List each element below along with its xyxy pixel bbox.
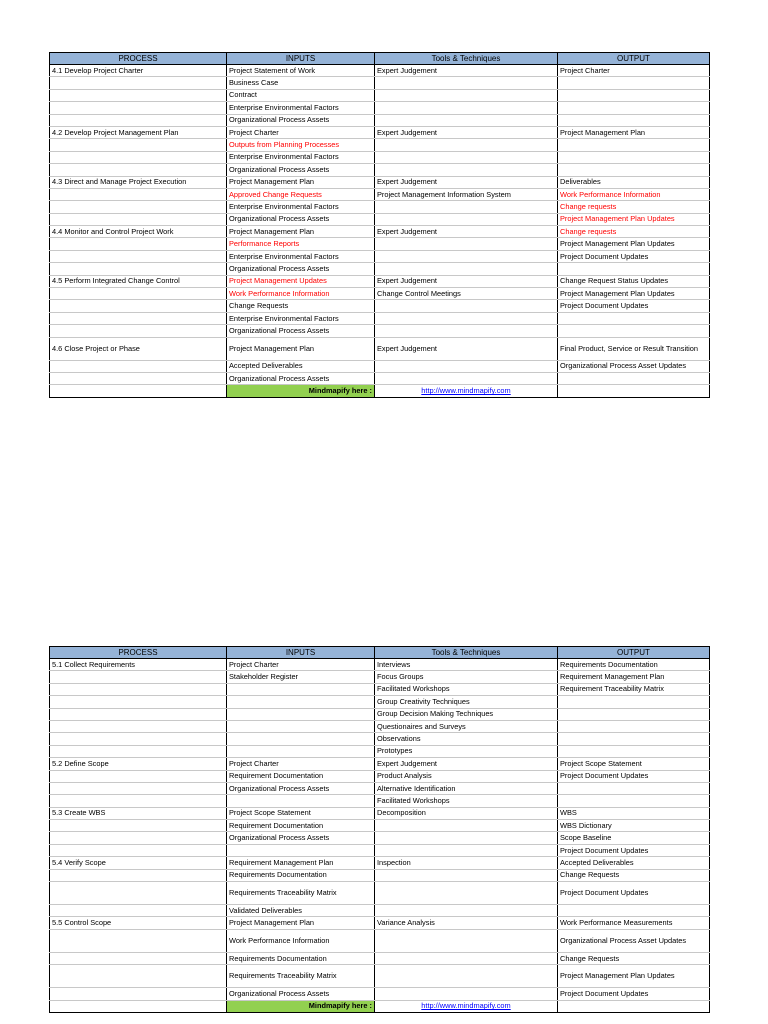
table-row xyxy=(50,917,710,929)
tool-cell: Expert Judgement xyxy=(375,226,558,238)
process-cell xyxy=(50,988,227,1000)
table-row xyxy=(50,708,710,720)
process-cell xyxy=(50,139,227,151)
process-cell xyxy=(50,325,227,337)
mindmap-row xyxy=(50,1000,710,1012)
tool-cell: Expert Judgement xyxy=(375,176,558,188)
input-cell: Accepted Deliverables xyxy=(227,360,375,372)
output-cell: Organizational Process Asset Updates xyxy=(558,929,710,952)
table-row xyxy=(50,275,710,287)
input-cell: Project Management Plan xyxy=(227,176,375,188)
output-cell xyxy=(558,733,710,745)
blank-cell xyxy=(50,1000,227,1012)
table-row xyxy=(50,201,710,213)
process-cell xyxy=(50,312,227,324)
process-cell xyxy=(50,770,227,782)
process-cell xyxy=(50,671,227,683)
tool-cell: Expert Judgement xyxy=(375,65,558,77)
output-cell: Change requests xyxy=(558,226,710,238)
table-row xyxy=(50,882,710,905)
table-row xyxy=(50,929,710,952)
input-cell xyxy=(227,795,375,807)
output-cell: Project Document Updates xyxy=(558,988,710,1000)
table-row xyxy=(50,696,710,708)
output-cell: WBS xyxy=(558,807,710,819)
process-table-scope xyxy=(49,646,710,1013)
input-cell: Work Performance Information xyxy=(227,929,375,952)
output-cell: Organizational Process Asset Updates xyxy=(558,360,710,372)
process-cell xyxy=(50,238,227,250)
tool-cell xyxy=(375,102,558,114)
output-cell xyxy=(558,782,710,794)
table-row xyxy=(50,164,710,176)
tool-cell: Inspection xyxy=(375,857,558,869)
output-cell: Project Management Plan Updates xyxy=(558,965,710,988)
input-cell: Validated Deliverables xyxy=(227,905,375,917)
input-cell: Project Charter xyxy=(227,758,375,770)
input-cell: Project Management Plan xyxy=(227,917,375,929)
table-row xyxy=(50,250,710,262)
blank-cell xyxy=(558,1000,710,1012)
process-cell xyxy=(50,102,227,114)
input-cell: Business Case xyxy=(227,77,375,89)
input-cell xyxy=(227,844,375,856)
table-row xyxy=(50,151,710,163)
table-row xyxy=(50,288,710,300)
output-cell xyxy=(558,720,710,732)
process-cell xyxy=(50,372,227,384)
process-cell xyxy=(50,832,227,844)
output-cell xyxy=(558,139,710,151)
input-cell: Enterprise Environmental Factors xyxy=(227,312,375,324)
header-inputs: INPUTS xyxy=(227,53,375,65)
tool-cell xyxy=(375,151,558,163)
input-cell: Organizational Process Assets xyxy=(227,988,375,1000)
output-cell xyxy=(558,905,710,917)
output-cell: Project Document Updates xyxy=(558,844,710,856)
output-cell: Project Document Updates xyxy=(558,250,710,262)
process-cell xyxy=(50,250,227,262)
header-output: OUTPUT xyxy=(558,53,710,65)
table-row xyxy=(50,965,710,988)
input-cell: Approved Change Requests xyxy=(227,188,375,200)
input-cell: Organizational Process Assets xyxy=(227,263,375,275)
tool-cell: Group Creativity Techniques xyxy=(375,696,558,708)
process-cell: 4.4 Monitor and Control Project Work xyxy=(50,226,227,238)
input-cell: Work Performance Information xyxy=(227,288,375,300)
output-cell: Scope Baseline xyxy=(558,832,710,844)
blank-cell xyxy=(50,385,227,397)
output-cell xyxy=(558,708,710,720)
mindmap-label: Mindmapify here : xyxy=(227,1000,375,1012)
mindmap-link[interactable]: http://www.mindmapify.com xyxy=(421,386,511,396)
process-cell: 4.2 Develop Project Management Plan xyxy=(50,126,227,138)
input-cell: Organizational Process Assets xyxy=(227,372,375,384)
process-cell xyxy=(50,965,227,988)
table-row xyxy=(50,733,710,745)
tool-cell xyxy=(375,988,558,1000)
output-cell: Deliverables xyxy=(558,176,710,188)
process-table-integration xyxy=(49,52,710,398)
input-cell xyxy=(227,745,375,757)
tool-cell xyxy=(375,238,558,250)
table-row xyxy=(50,188,710,200)
tool-cell: Expert Judgement xyxy=(375,275,558,287)
output-cell: Project Management Plan xyxy=(558,126,710,138)
tool-cell xyxy=(375,213,558,225)
output-cell: Accepted Deliverables xyxy=(558,857,710,869)
table-row xyxy=(50,89,710,101)
process-cell xyxy=(50,952,227,964)
output-cell: Project Management Plan Updates xyxy=(558,238,710,250)
output-cell xyxy=(558,102,710,114)
process-cell xyxy=(50,201,227,213)
process-cell: 4.3 Direct and Manage Project Execution xyxy=(50,176,227,188)
table-row xyxy=(50,869,710,881)
output-cell: Requirement Management Plan xyxy=(558,671,710,683)
input-cell: Enterprise Environmental Factors xyxy=(227,151,375,163)
table-body xyxy=(50,65,710,385)
header-row xyxy=(50,647,710,659)
table-row xyxy=(50,782,710,794)
output-cell: Change Requests xyxy=(558,869,710,881)
tool-cell xyxy=(375,312,558,324)
mindmap-link-cell[interactable] xyxy=(375,1000,558,1012)
input-cell: Project Management Updates xyxy=(227,275,375,287)
process-cell xyxy=(50,869,227,881)
process-cell xyxy=(50,89,227,101)
output-cell xyxy=(558,312,710,324)
output-cell: Project Charter xyxy=(558,65,710,77)
input-cell: Change Requests xyxy=(227,300,375,312)
output-cell: Requirements Documentation xyxy=(558,659,710,671)
tool-cell: Interviews xyxy=(375,659,558,671)
table-row xyxy=(50,745,710,757)
output-cell xyxy=(558,795,710,807)
input-cell xyxy=(227,683,375,695)
input-cell xyxy=(227,720,375,732)
input-cell: Requirement Documentation xyxy=(227,770,375,782)
table-row xyxy=(50,671,710,683)
input-cell: Requirements Traceability Matrix xyxy=(227,965,375,988)
input-cell: Requirements Traceability Matrix xyxy=(227,882,375,905)
input-cell: Project Charter xyxy=(227,659,375,671)
output-cell: Project Scope Statement xyxy=(558,758,710,770)
tool-cell xyxy=(375,77,558,89)
tool-cell xyxy=(375,263,558,275)
input-cell: Organizational Process Assets xyxy=(227,832,375,844)
blank-cell xyxy=(558,385,710,397)
output-cell xyxy=(558,77,710,89)
output-cell: Requirement Traceability Matrix xyxy=(558,683,710,695)
table-row xyxy=(50,659,710,671)
tool-cell xyxy=(375,114,558,126)
output-cell: Project Document Updates xyxy=(558,300,710,312)
input-cell: Outputs from Planning Processes xyxy=(227,139,375,151)
tool-cell xyxy=(375,300,558,312)
mindmap-link-cell[interactable] xyxy=(375,385,558,397)
tool-cell xyxy=(375,372,558,384)
input-cell: Requirement Management Plan xyxy=(227,857,375,869)
output-cell xyxy=(558,151,710,163)
process-cell xyxy=(50,708,227,720)
tool-cell xyxy=(375,360,558,372)
input-cell: Organizational Process Assets xyxy=(227,213,375,225)
tool-cell xyxy=(375,201,558,213)
input-cell: Organizational Process Assets xyxy=(227,782,375,794)
process-cell xyxy=(50,288,227,300)
input-cell: Organizational Process Assets xyxy=(227,325,375,337)
process-cell xyxy=(50,263,227,275)
tool-cell xyxy=(375,820,558,832)
output-cell: Project Document Updates xyxy=(558,770,710,782)
tool-cell xyxy=(375,952,558,964)
process-cell: 5.3 Create WBS xyxy=(50,807,227,819)
tool-cell xyxy=(375,89,558,101)
table-row xyxy=(50,102,710,114)
table-row xyxy=(50,952,710,964)
tool-cell xyxy=(375,882,558,905)
input-cell: Organizational Process Assets xyxy=(227,114,375,126)
process-cell xyxy=(50,213,227,225)
input-cell: Organizational Process Assets xyxy=(227,164,375,176)
table-row xyxy=(50,300,710,312)
table-row xyxy=(50,114,710,126)
process-cell xyxy=(50,882,227,905)
tool-cell: Group Decision Making Techniques xyxy=(375,708,558,720)
header-tools: Tools & Techniques xyxy=(375,647,558,659)
table-row xyxy=(50,807,710,819)
process-cell xyxy=(50,683,227,695)
tool-cell xyxy=(375,832,558,844)
process-cell: 4.1 Develop Project Charter xyxy=(50,65,227,77)
input-cell xyxy=(227,708,375,720)
table-row xyxy=(50,65,710,77)
table-row xyxy=(50,770,710,782)
input-cell: Requirements Documentation xyxy=(227,869,375,881)
input-cell: Performance Reports xyxy=(227,238,375,250)
process-cell: 4.6 Close Project or Phase xyxy=(50,337,227,360)
tool-cell: Prototypes xyxy=(375,745,558,757)
tool-cell: Expert Judgement xyxy=(375,758,558,770)
process-cell xyxy=(50,782,227,794)
mindmap-label: Mindmapify here : xyxy=(227,385,375,397)
output-cell xyxy=(558,89,710,101)
process-cell xyxy=(50,795,227,807)
output-cell xyxy=(558,325,710,337)
table-row xyxy=(50,905,710,917)
output-cell: Project Document Updates xyxy=(558,882,710,905)
input-cell: Contract xyxy=(227,89,375,101)
input-cell: Enterprise Environmental Factors xyxy=(227,102,375,114)
table-row xyxy=(50,683,710,695)
tool-cell xyxy=(375,844,558,856)
table-row xyxy=(50,325,710,337)
table-row xyxy=(50,176,710,188)
mindmap-row xyxy=(50,385,710,397)
tool-cell: Project Management Information System xyxy=(375,188,558,200)
input-cell: Project Charter xyxy=(227,126,375,138)
table-row xyxy=(50,372,710,384)
tool-cell: Expert Judgement xyxy=(375,126,558,138)
process-cell xyxy=(50,733,227,745)
process-cell xyxy=(50,188,227,200)
output-cell xyxy=(558,263,710,275)
table-body xyxy=(50,659,710,1001)
output-cell xyxy=(558,372,710,384)
header-output: OUTPUT xyxy=(558,647,710,659)
process-cell xyxy=(50,77,227,89)
input-cell xyxy=(227,733,375,745)
table-row xyxy=(50,126,710,138)
output-cell xyxy=(558,164,710,176)
output-cell: Change Requests xyxy=(558,952,710,964)
tool-cell xyxy=(375,325,558,337)
output-cell: WBS Dictionary xyxy=(558,820,710,832)
process-cell xyxy=(50,151,227,163)
table-row xyxy=(50,139,710,151)
tool-cell xyxy=(375,869,558,881)
process-cell xyxy=(50,745,227,757)
tool-cell xyxy=(375,965,558,988)
process-cell xyxy=(50,114,227,126)
output-cell: Project Management Plan Updates xyxy=(558,213,710,225)
table-row xyxy=(50,226,710,238)
process-cell: 5.4 Verify Scope xyxy=(50,857,227,869)
process-cell: 5.2 Define Scope xyxy=(50,758,227,770)
table-row xyxy=(50,213,710,225)
process-cell xyxy=(50,720,227,732)
process-cell: 4.5 Perform Integrated Change Control xyxy=(50,275,227,287)
tool-cell: Decomposition xyxy=(375,807,558,819)
process-cell xyxy=(50,820,227,832)
table-row xyxy=(50,857,710,869)
process-cell xyxy=(50,360,227,372)
header-tools: Tools & Techniques xyxy=(375,53,558,65)
table-row xyxy=(50,263,710,275)
header-process: PROCESS xyxy=(50,647,227,659)
output-cell: Final Product, Service or Result Transition xyxy=(558,337,710,360)
input-cell: Project Management Plan xyxy=(227,226,375,238)
table-row xyxy=(50,844,710,856)
output-cell: Change requests xyxy=(558,201,710,213)
process-cell xyxy=(50,905,227,917)
process-cell xyxy=(50,696,227,708)
input-cell: Enterprise Environmental Factors xyxy=(227,201,375,213)
mindmap-link[interactable]: http://www.mindmapify.com xyxy=(421,1001,511,1011)
input-cell xyxy=(227,696,375,708)
output-cell: Work Performance Information xyxy=(558,188,710,200)
tool-cell xyxy=(375,250,558,262)
header-row xyxy=(50,53,710,65)
tool-cell xyxy=(375,929,558,952)
input-cell: Requirement Documentation xyxy=(227,820,375,832)
tool-cell: Focus Groups xyxy=(375,671,558,683)
input-cell: Project Statement of Work xyxy=(227,65,375,77)
input-cell: Project Scope Statement xyxy=(227,807,375,819)
tool-cell: Variance Analysis xyxy=(375,917,558,929)
table-row xyxy=(50,312,710,324)
tool-cell: Alternative Identification xyxy=(375,782,558,794)
tool-cell xyxy=(375,164,558,176)
table-row xyxy=(50,795,710,807)
table-row xyxy=(50,238,710,250)
input-cell: Enterprise Environmental Factors xyxy=(227,250,375,262)
table-row xyxy=(50,832,710,844)
header-inputs: INPUTS xyxy=(227,647,375,659)
output-cell: Project Management Plan Updates xyxy=(558,288,710,300)
process-cell: 5.5 Control Scope xyxy=(50,917,227,929)
table-row xyxy=(50,77,710,89)
tool-cell xyxy=(375,139,558,151)
table-row xyxy=(50,337,710,360)
output-cell xyxy=(558,745,710,757)
process-cell: 5.1 Collect Requirements xyxy=(50,659,227,671)
table-row xyxy=(50,720,710,732)
output-cell: Change Request Status Updates xyxy=(558,275,710,287)
tool-cell: Facilitated Workshops xyxy=(375,795,558,807)
input-cell: Stakeholder Register xyxy=(227,671,375,683)
process-cell xyxy=(50,929,227,952)
table-row xyxy=(50,820,710,832)
tool-cell: Expert Judgement xyxy=(375,337,558,360)
input-cell: Requirements Documentation xyxy=(227,952,375,964)
output-cell xyxy=(558,696,710,708)
process-cell xyxy=(50,300,227,312)
tool-cell: Change Control Meetings xyxy=(375,288,558,300)
tool-cell: Product Analysis xyxy=(375,770,558,782)
table-row xyxy=(50,360,710,372)
output-cell xyxy=(558,114,710,126)
tool-cell: Observations xyxy=(375,733,558,745)
tool-cell: Questionaires and Surveys xyxy=(375,720,558,732)
process-cell xyxy=(50,164,227,176)
table-row xyxy=(50,988,710,1000)
tool-cell: Facilitated Workshops xyxy=(375,683,558,695)
input-cell: Project Management Plan xyxy=(227,337,375,360)
tool-cell xyxy=(375,905,558,917)
table-row xyxy=(50,758,710,770)
process-cell xyxy=(50,844,227,856)
header-process: PROCESS xyxy=(50,53,227,65)
output-cell: Work Performance Measurements xyxy=(558,917,710,929)
